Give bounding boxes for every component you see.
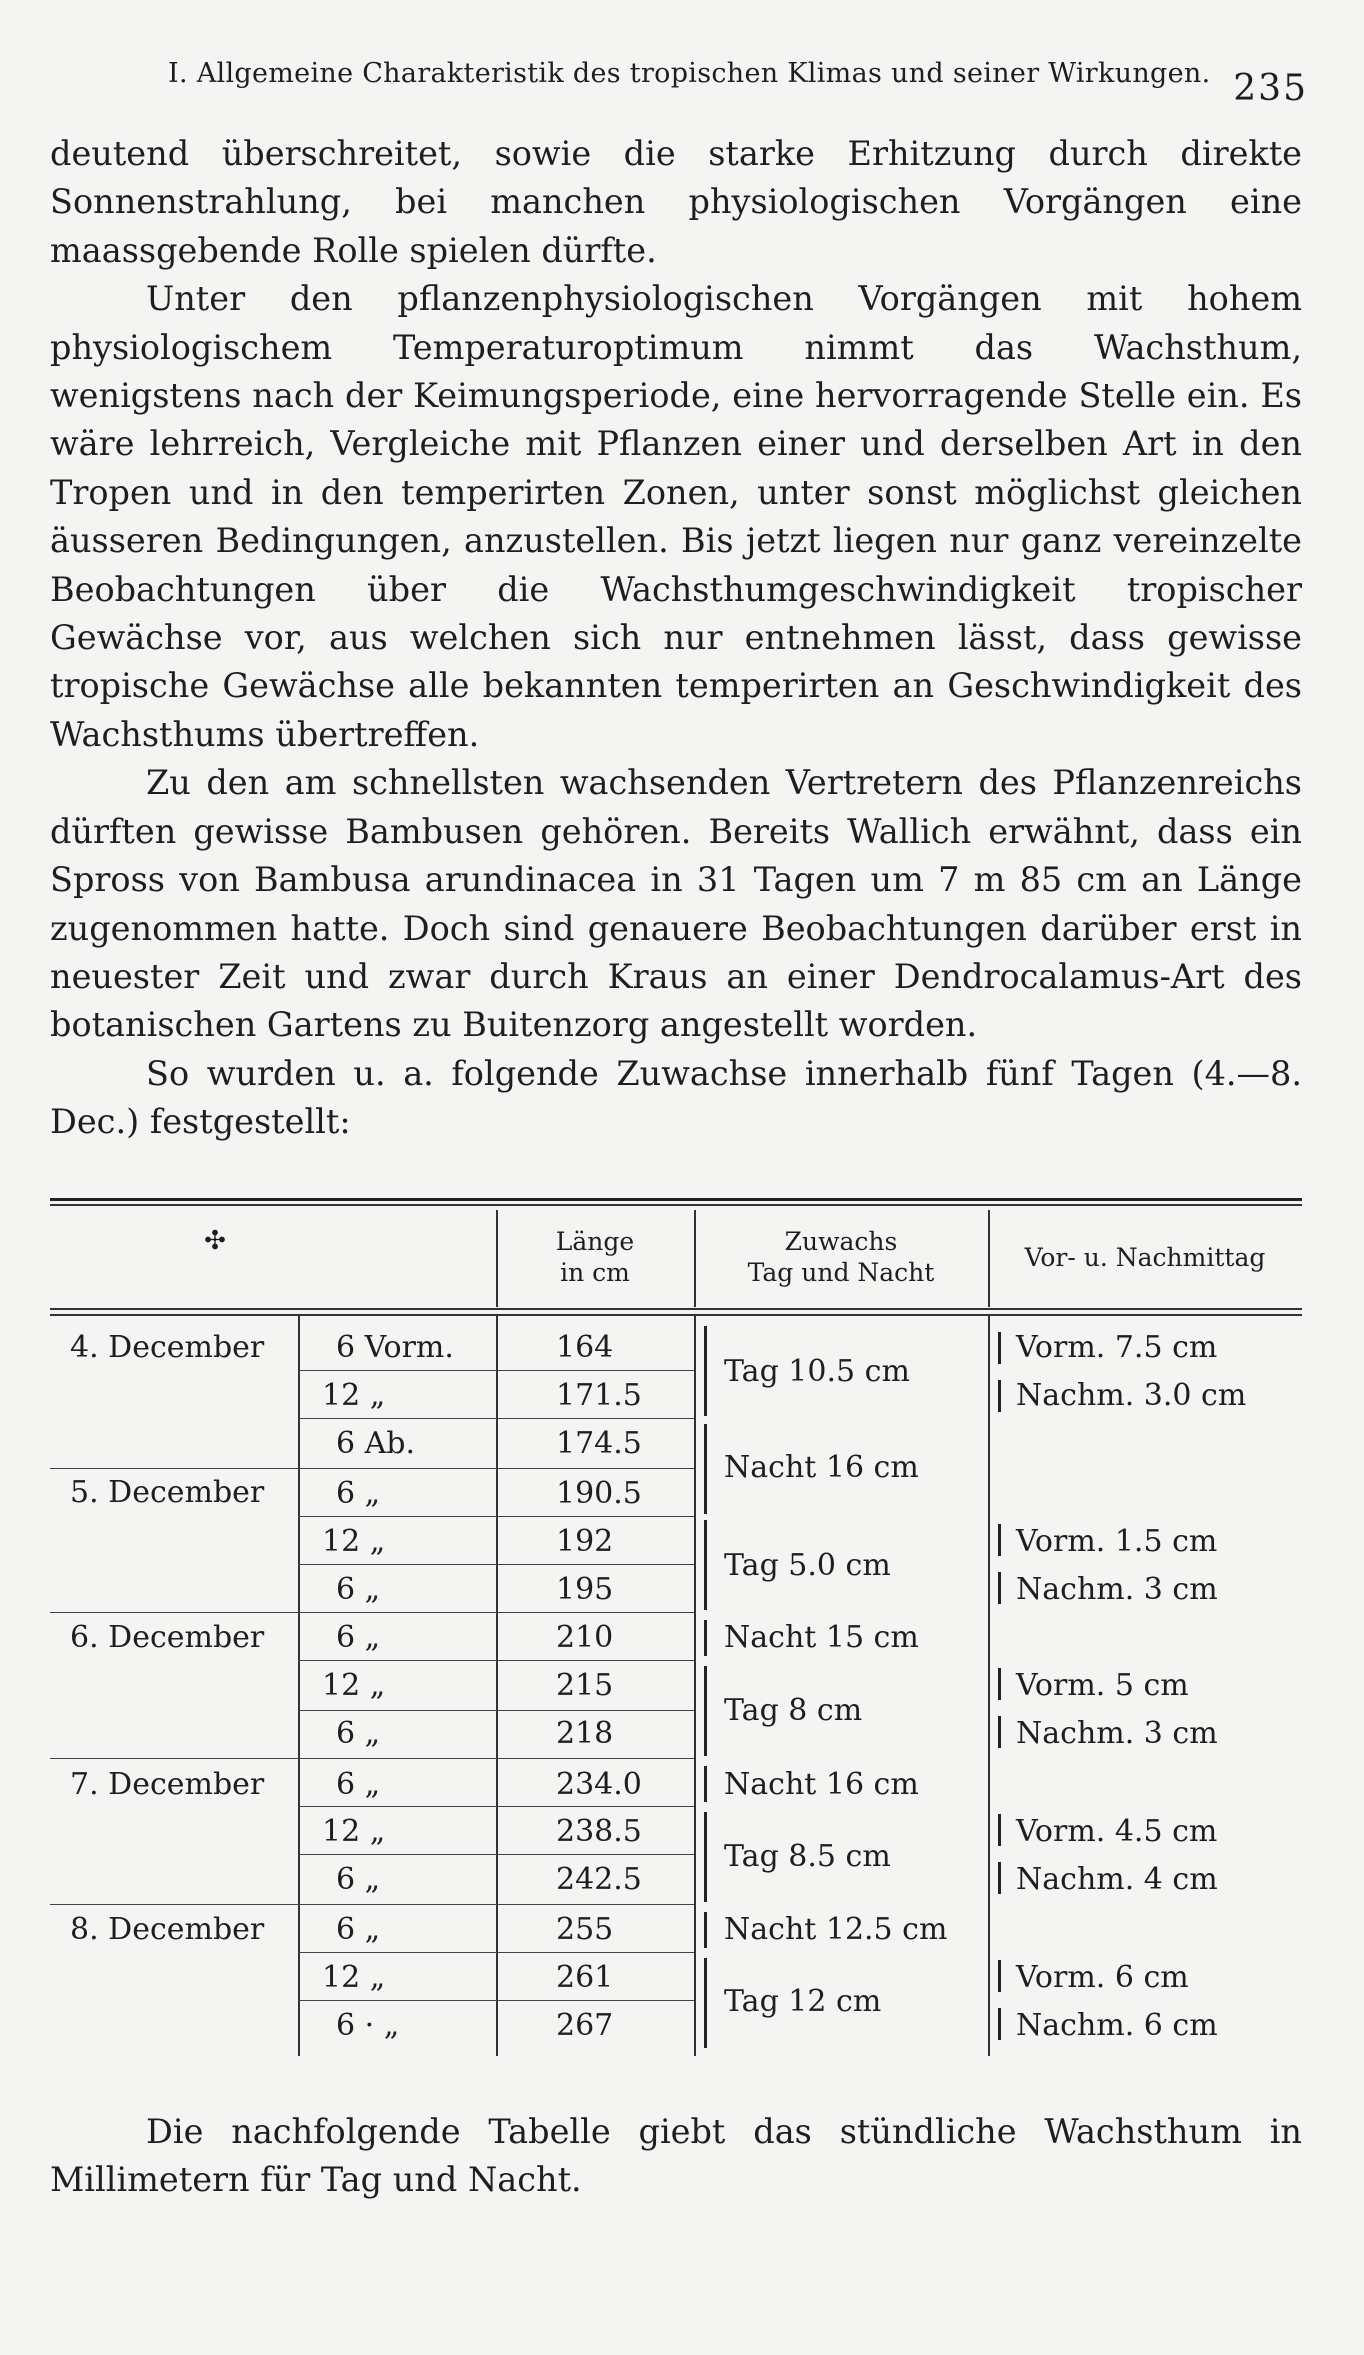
header-zuwachs: Zuwachs Tag und Nacht	[747, 1227, 935, 1287]
vor-nach-cell: Nachm. 3 cm	[1016, 1572, 1218, 1607]
brace	[998, 1716, 1001, 1748]
page-number: 235	[1233, 68, 1308, 109]
time-cell: 6 „	[336, 1572, 381, 1607]
closing-paragraph	[50, 2108, 1302, 2204]
brace	[704, 1520, 707, 1610]
time-cell: 6 „	[336, 1912, 381, 1947]
length-cell: 255	[556, 1912, 614, 1947]
date-label: 5. December	[70, 1475, 265, 1510]
paragraph: Unter den pflanzenphysiologischen Vorgängen mit hohem physiologischem Temperaturoptimum nimmt das Wachsthum, wenigstens nach der Keimungsperiode, eine hervorragende Stelle ein. Es wäre lehrreich, Vergleiche mit Pflanzen einer und derselben Art in den Tropen und in den temperirten Zonen, unter sonst möglichst gleichen äusseren Bedingungen, anzustellen. Bis jetzt liegen nur ganz vereinzelte Beobachtungen über die Wachsthumgeschwindigkeit tropischer Gewächse vor, aus welchen sich nur entnehmen lässt, dass gewisse tropische Gewächse alle bekannten temperirten an Geschwindigkeit des Wachsthums übertreffen.	[50, 279, 1302, 754]
length-cell: 174.5	[556, 1426, 642, 1461]
brace	[998, 1572, 1001, 1604]
date-separator	[50, 1612, 298, 1613]
time-cell: 12 „	[322, 1378, 386, 1413]
length-cell: 218	[556, 1716, 614, 1751]
brace	[998, 1332, 1001, 1364]
column-line	[694, 1316, 696, 2056]
brace	[998, 1862, 1001, 1894]
vor-nach-cell: Nachm. 6 cm	[1016, 2008, 1218, 2043]
header-laenge: Länge in cm	[555, 1227, 635, 1287]
length-cell: 210	[556, 1620, 614, 1655]
time-cell: 6 „	[336, 1862, 381, 1897]
brace	[704, 1666, 707, 1756]
vor-nach-cell: Nachm. 3.0 cm	[1016, 1378, 1247, 1413]
time-cell: 6 „	[336, 1767, 381, 1802]
zuwachs-cell: Nacht 16 cm	[724, 1450, 919, 1485]
table-top-rule	[50, 1198, 1302, 1201]
table-top-rule-inner	[50, 1204, 1302, 1206]
growth-table	[50, 1198, 1302, 2058]
paragraph: Zu den am schnellsten wachsenden Vertretern des Pflanzenreichs dürften gewisse Bambusen gehören. Bereits Wallich erwähnt, dass ein Spross von Bambusa arundinacea in 31 Tagen um 7 m 85 cm an Länge zugenommen hatte. Doch sind genauere Beobachtungen darüber erst in neuester Zeit und zwar durch Kraus an einer Dendrocalamus-Art des botanischen Gartens zu Buitenzorg angestellt worden.	[50, 763, 1302, 1045]
length-cell: 267	[556, 2008, 614, 2043]
header-rule	[50, 1308, 1302, 1310]
zuwachs-cell: Nacht 15 cm	[724, 1620, 919, 1655]
brace	[998, 1814, 1001, 1846]
header-rule	[50, 1314, 1302, 1316]
length-cell: 192	[556, 1524, 614, 1559]
date-label: 6. December	[70, 1620, 265, 1655]
vor-nach-cell: Nachm. 4 cm	[1016, 1862, 1218, 1897]
brace	[998, 1668, 1001, 1700]
zuwachs-cell: Nacht 16 cm	[724, 1767, 919, 1802]
length-cell: 190.5	[556, 1476, 642, 1511]
page-header	[168, 58, 1308, 118]
row-line	[298, 1612, 694, 1613]
zuwachs-cell: Tag 10.5 cm	[724, 1354, 910, 1389]
brace	[704, 1958, 707, 2048]
length-cell: 215	[556, 1668, 614, 1703]
zuwachs-cell: Tag 8 cm	[724, 1693, 863, 1728]
zuwachs-cell: Tag 12 cm	[724, 1984, 882, 2019]
length-cell: 242.5	[556, 1862, 642, 1897]
time-cell: 6 „	[336, 1620, 381, 1655]
paragraph: Die nachfolgende Tabelle giebt das stündliche Wachsthum in Millimetern für Tag und Nacht.	[50, 2112, 1302, 2199]
brace	[998, 1380, 1001, 1412]
vor-nach-cell: Vorm. 7.5 cm	[1016, 1330, 1218, 1365]
time-cell: 12 „	[322, 1524, 386, 1559]
date-separator	[50, 1468, 298, 1469]
time-cell: 12 „	[322, 1960, 386, 1995]
time-cell: 6 · „	[336, 2008, 400, 2043]
zuwachs-cell: Tag 5.0 cm	[724, 1548, 891, 1583]
paragraph: So wurden u. a. folgende Zuwachse innerhalb fünf Tagen (4.—8. Dec.) festgestellt:	[50, 1053, 1302, 1142]
paragraph: deutend überschreitet, sowie die starke Erhitzung durch direkte Sonnenstrahlung, bei manchen physiologischen Vorgängen eine maassgebende Rolle spielen dürfte.	[50, 134, 1302, 270]
length-cell: 171.5	[556, 1378, 642, 1413]
date-label: 4. December	[70, 1330, 265, 1365]
vor-nach-cell: Nachm. 3 cm	[1016, 1716, 1218, 1751]
header-vor-nach: Vor- u. Nachmittag	[1024, 1243, 1266, 1272]
row-line	[298, 2000, 694, 2001]
brace	[998, 2008, 1001, 2040]
row-line	[298, 1468, 694, 1469]
brace	[704, 1766, 707, 1802]
vor-nach-cell: Vorm. 6 cm	[1016, 1960, 1189, 1995]
row-line	[298, 1854, 694, 1855]
date-label: 7. December	[70, 1767, 265, 1802]
length-cell: 164	[556, 1330, 614, 1365]
row-line	[298, 1660, 694, 1661]
row-line	[298, 1516, 694, 1517]
time-cell: 6 „	[336, 1476, 381, 1511]
column-line	[496, 1316, 498, 2056]
date-separator	[50, 1758, 298, 1759]
column-line	[298, 1316, 300, 2056]
date-label: 8. December	[70, 1912, 265, 1947]
row-line	[298, 1952, 694, 1953]
brace	[704, 1812, 707, 1902]
length-cell: 261	[556, 1960, 614, 1995]
date-separator	[50, 1904, 298, 1905]
brace	[998, 1524, 1001, 1556]
corner-mark: ✣	[204, 1226, 226, 1256]
brace	[998, 1960, 1001, 1992]
row-line	[298, 1564, 694, 1565]
vor-nach-cell: Vorm. 1.5 cm	[1016, 1524, 1218, 1559]
time-cell: 6 Vorm.	[336, 1330, 454, 1365]
body-text	[50, 130, 1302, 1147]
time-cell: 6 „	[336, 1716, 381, 1751]
length-cell: 238.5	[556, 1814, 642, 1849]
time-cell: 12 „	[322, 1668, 386, 1703]
vor-nach-cell: Vorm. 4.5 cm	[1016, 1814, 1218, 1849]
column-line	[988, 1316, 990, 2056]
brace	[704, 1912, 707, 1948]
zuwachs-cell: Nacht 12.5 cm	[724, 1912, 948, 1947]
brace	[704, 1424, 707, 1514]
length-cell: 234.0	[556, 1767, 642, 1802]
row-line	[298, 1904, 694, 1905]
brace	[704, 1620, 707, 1656]
length-cell: 195	[556, 1572, 614, 1607]
row-line	[298, 1418, 694, 1419]
time-cell: 12 „	[322, 1814, 386, 1849]
row-line	[298, 1710, 694, 1711]
row-line	[298, 1758, 694, 1759]
zuwachs-cell: Tag 8.5 cm	[724, 1839, 891, 1874]
vor-nach-cell: Vorm. 5 cm	[1016, 1668, 1189, 1703]
row-line	[298, 1370, 694, 1371]
row-line	[298, 1806, 694, 1807]
time-cell: 6 Ab.	[336, 1426, 416, 1461]
brace	[704, 1326, 707, 1416]
running-head: I. Allgemeine Charakteristik des tropischen Klimas und seiner Wirkungen.	[168, 58, 1211, 89]
